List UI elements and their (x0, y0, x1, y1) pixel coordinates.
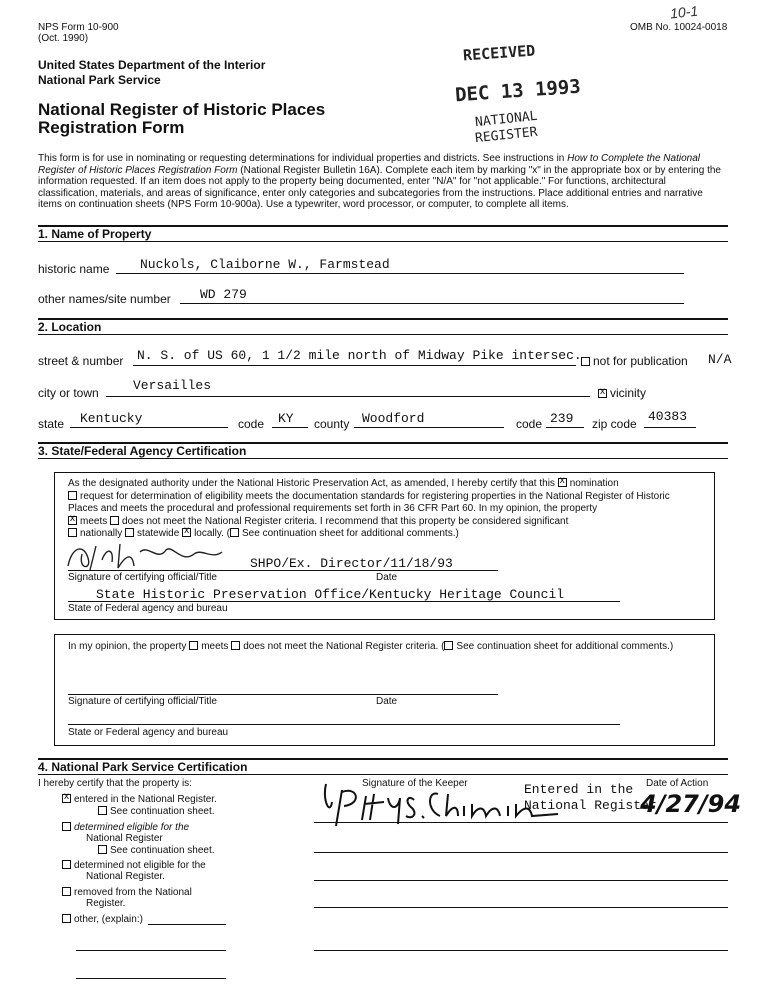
keeper-line (314, 822, 728, 823)
not-eligible-label-1: determined not eligible for the (74, 860, 206, 871)
agency2-label: State or Federal agency and bureau (68, 727, 229, 738)
other-line (76, 978, 226, 979)
section-divider (38, 458, 728, 459)
form-title-line1: National Register of Historic Places (38, 100, 326, 119)
corner-handwritten-mark: 10-1 (669, 2, 699, 22)
signature2-label: Signature of certifying official/Title (68, 696, 217, 707)
stamp-register: REGISTER (474, 124, 539, 147)
not-for-publication-label: not for publication (593, 354, 688, 368)
checkbox-not-for-publication[interactable] (581, 357, 590, 366)
keeper-line (314, 950, 728, 951)
intro-italic: How to Complete the National Register of Historic Places Registration Form (38, 153, 700, 176)
city-label: city or town (38, 386, 99, 400)
county-value[interactable]: Woodford (362, 411, 425, 426)
city-value[interactable]: Versailles (133, 378, 212, 393)
agency-line (68, 724, 620, 725)
zip-label: zip code (592, 417, 637, 431)
locally-label: locally. ( (194, 528, 231, 539)
option-not-eligible[interactable] (62, 860, 206, 871)
opinion-continuation-label: See continuation sheet for additional comments.) (456, 641, 674, 652)
date-label: Date (376, 572, 398, 583)
date-of-action-label: Date of Action (646, 778, 709, 789)
field-underline (106, 396, 590, 397)
date2-label: Date (376, 696, 398, 707)
historic-name-label: historic name (38, 262, 110, 276)
section1-heading: 1. Name of Property (38, 227, 152, 241)
agency-label: State of Federal agency and bureau (68, 603, 228, 614)
date-of-action-value: 4/27/94 (640, 790, 742, 818)
other-line (148, 924, 226, 925)
option-other[interactable] (62, 914, 143, 925)
checkbox-eligible[interactable] (62, 822, 71, 831)
keeper-line (314, 880, 728, 881)
not-eligible-label-2: National Register. (86, 871, 165, 882)
form-number: NPS Form 10-900 (38, 22, 119, 33)
stamp-national: NATIONAL (474, 108, 539, 131)
field-underline (644, 427, 696, 428)
removed-label-1: removed from the National (74, 887, 192, 898)
keeper-line (314, 852, 728, 853)
state-value[interactable]: Kentucky (80, 411, 143, 426)
checkbox-not-eligible[interactable] (62, 860, 71, 869)
nomination-label: nomination (569, 478, 619, 489)
section-divider (38, 318, 728, 320)
county-code-value[interactable]: 239 (550, 411, 574, 426)
meets-label: meets (80, 515, 108, 527)
cert-text-a: As the designated authority under the National Historic Preservation Act, as amended, I hereby certify that this (68, 478, 555, 489)
checkbox-opinion-not-meet[interactable] (231, 641, 240, 650)
section3-heading: 3. State/Federal Agency Certification (38, 444, 247, 458)
checkbox-meets[interactable] (68, 516, 77, 525)
removed-label-2: Register. (86, 898, 126, 909)
street-value[interactable]: N. S. of US 60, 1 1/2 mile north of Midway Pike intersec. (137, 348, 582, 363)
state-code-label: code (238, 417, 265, 431)
opinion-text (68, 641, 698, 654)
not-for-publication-value[interactable]: N/A (708, 352, 732, 367)
other-label: other, (explain:) (74, 914, 143, 925)
other-names-label: other names/site number (38, 292, 171, 306)
option-see1[interactable] (98, 806, 215, 817)
intro-text-2: (National Register Bulletin 16A). Complete each item by marking "x" in the appropriate box or by entering the information requested. If an item does not apply to the property being documented, enter "N/A" for "not applicable." For functions, architectural classification, materials, and areas of significance, enter only categories and subcategories from the instructions. Place additional entries and narrative items on continuation sheets (NPS Form 10-900a). Use a typewriter, word processor, or computer, to complete all items. (38, 164, 721, 210)
checkbox-nationally[interactable] (68, 528, 77, 537)
department: United States Department of the Interior (38, 58, 266, 72)
agency-value[interactable]: State Historic Preservation Office/Kentucky Heritage Council (96, 587, 565, 602)
field-underline (70, 427, 228, 428)
checkbox-see2[interactable] (98, 845, 107, 854)
does-not-meet-label: does not meet the National Register criteria. I recommend that this property be considered significant (122, 515, 569, 527)
see1-label: See continuation sheet. (110, 806, 215, 817)
checkbox-other[interactable] (62, 914, 71, 923)
other-line (76, 950, 226, 951)
not-for-publication[interactable] (581, 354, 688, 368)
keeper-intro: I hereby certify that the property is: (38, 778, 192, 789)
field-underline (546, 427, 584, 428)
section2-heading: 2. Location (38, 320, 102, 334)
agency-line (68, 601, 620, 602)
entered-stamp-line2: National Register (524, 798, 657, 813)
checkbox-statewide[interactable] (125, 528, 134, 537)
field-underline (116, 273, 684, 274)
entered-label: entered in the National Register. (74, 794, 217, 805)
street-label: street & number (38, 354, 124, 368)
cert-text-b: request for determination of eligibility meets the documentation standards for registering properties in the National Register of Historic Places and meets the procedural and professional requirements set forth in 36 CFR Part 60. In my opinion, the property (68, 490, 670, 514)
form-date: (Oct. 1990) (38, 33, 89, 44)
eligible-label-1: determined eligible for the (74, 822, 190, 833)
checkbox-continuation[interactable] (230, 528, 239, 537)
service: National Park Service (38, 73, 161, 87)
statewide-label: statewide (137, 528, 180, 539)
certifying-official-signature (62, 540, 242, 574)
option-see2[interactable] (98, 845, 215, 856)
signature-line (68, 570, 498, 571)
form-title-line2: Registration Form (38, 118, 185, 137)
vicinity[interactable] (598, 386, 646, 400)
omb-number: OMB No. 10024-0018 (630, 22, 728, 33)
zip-value[interactable]: 40383 (648, 409, 688, 424)
checkbox-request[interactable] (68, 491, 77, 500)
field-underline (354, 427, 504, 428)
checkbox-entered[interactable] (62, 794, 71, 803)
option-entered[interactable] (62, 794, 217, 805)
county-code-label: code (516, 417, 543, 431)
intro-text-1: This form is for use in nominating or requesting determinations for individual properties and districts. See instructions in (38, 153, 568, 164)
checkbox-nomination[interactable] (558, 478, 567, 487)
signer-typed-title: SHPO/Ex. Director/11/18/93 (250, 556, 453, 571)
nationally-label: nationally (80, 528, 123, 539)
checkbox-opinion-continuation[interactable] (444, 641, 453, 650)
opinion-text-a: In my opinion, the property (68, 641, 187, 652)
checkbox-does-not-meet[interactable] (110, 516, 119, 525)
other-names-value[interactable]: WD 279 (200, 287, 247, 302)
checkbox-opinion-meets[interactable] (189, 641, 198, 650)
certification-text (68, 478, 698, 541)
opinion-not-label: does not meet the National Register criteria. ( (243, 641, 445, 652)
field-underline (180, 303, 684, 304)
option-removed[interactable] (62, 887, 192, 898)
instructions-paragraph (38, 153, 728, 211)
signature-line (68, 694, 498, 695)
county-label: county (314, 417, 350, 431)
section-divider (38, 241, 728, 242)
section-divider (38, 774, 728, 775)
entered-stamp-line1: Entered in the (524, 782, 634, 797)
checkbox-vicinity[interactable] (598, 389, 607, 398)
see2-label: See continuation sheet. (110, 845, 215, 856)
vicinity-label: vicinity (610, 386, 647, 400)
eligible-label-2: National Register (86, 833, 163, 844)
checkbox-removed[interactable] (62, 887, 71, 896)
state-code-value[interactable]: KY (278, 411, 294, 426)
option-eligible[interactable] (62, 822, 189, 833)
field-underline (272, 427, 308, 428)
field-underline (133, 365, 576, 366)
stamp-received: RECEIVED (462, 41, 536, 65)
section-divider (38, 334, 728, 335)
historic-name-value[interactable]: Nuckols, Claiborne W., Farmstead (140, 257, 390, 272)
section4-heading: 4. National Park Service Certification (38, 760, 248, 774)
checkbox-locally[interactable] (182, 528, 191, 537)
keeper-signature-label: Signature of the Keeper (362, 778, 468, 789)
signature-label: Signature of certifying official/Title (68, 572, 217, 583)
keeper-line (314, 907, 728, 908)
state-label: state (38, 417, 65, 431)
opinion-meets-label: meets (201, 641, 229, 652)
stamp-date: DEC 13 1993 (454, 75, 582, 107)
checkbox-see1[interactable] (98, 806, 107, 815)
continuation-label: See continuation sheet for additional comments.) (242, 528, 459, 539)
